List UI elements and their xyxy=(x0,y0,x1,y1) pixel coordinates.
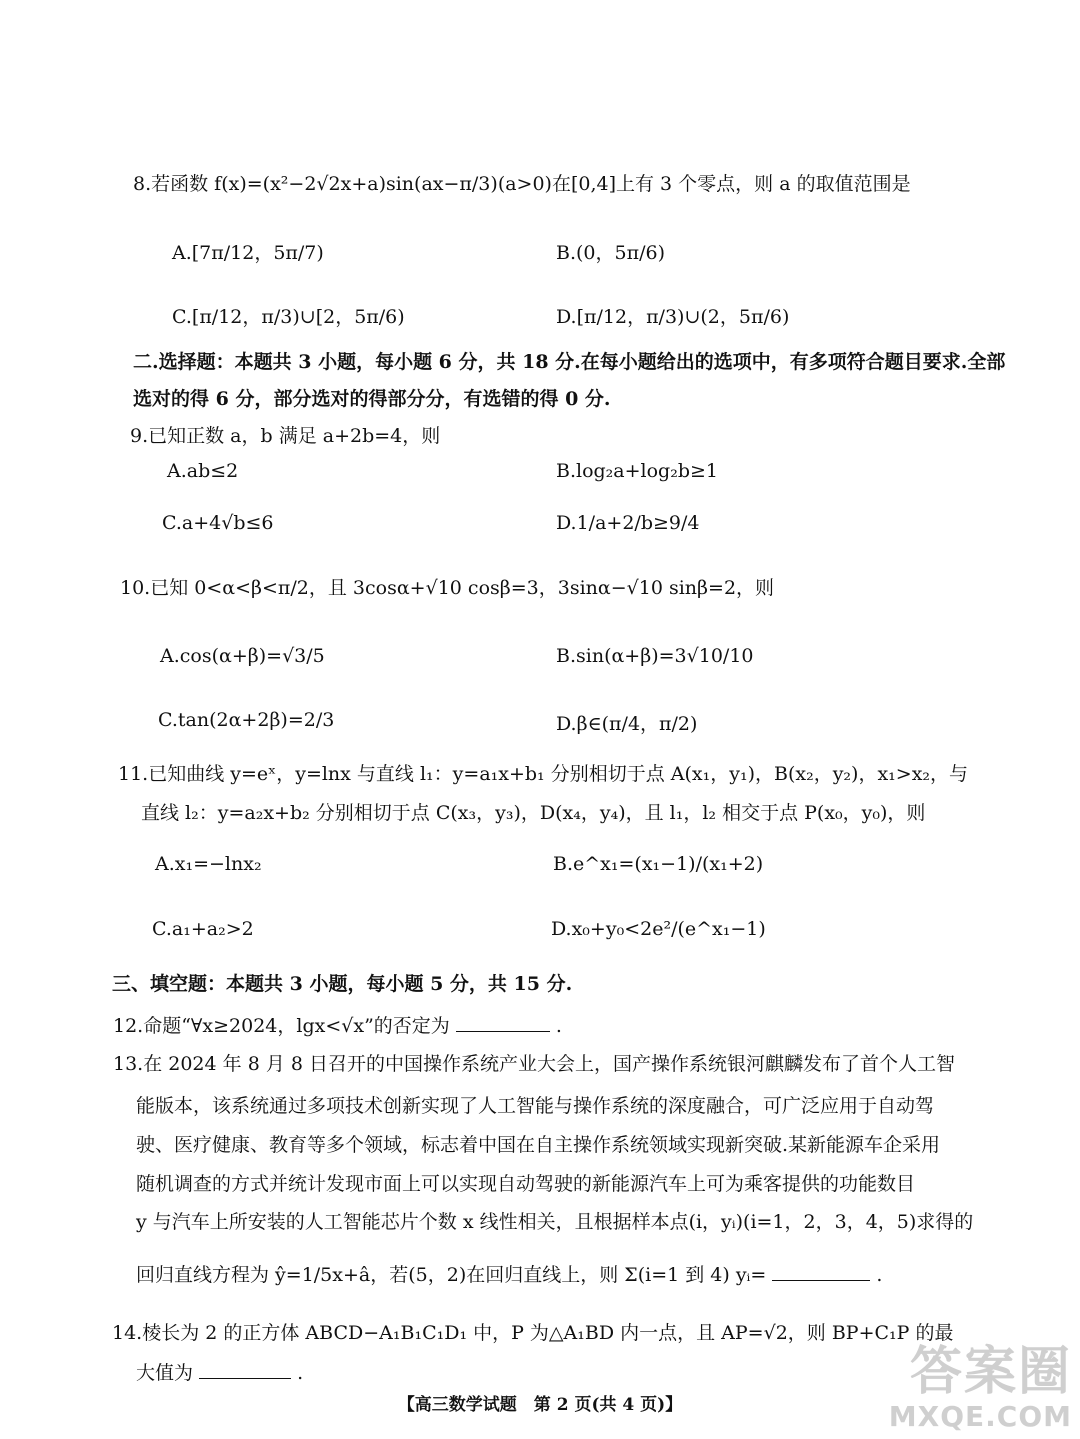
q9-option-c: C.a+4√b≤6 xyxy=(162,512,274,534)
q11-stem-line2: 直线 l₂：y=a₂x+b₂ 分别相切于点 C(x₃，y₃)，D(x₄，y₄)，且 l₁，l₂ 相交于点 P(x₀，y₀)，则 xyxy=(141,802,926,824)
q14-answer-blank[interactable] xyxy=(199,1360,291,1379)
q10-stem: 10.已知 0<α<β<π/2，且 3cosα+√10 cosβ=3，3sinα−√10 sinβ=2，则 xyxy=(120,577,775,599)
q11-option-b: B.e^x₁=(x₁−1)/(x₁+2) xyxy=(553,853,764,875)
q10-option-d: D.β∈(π/4，π/2) xyxy=(556,713,698,735)
q12-end: . xyxy=(555,1015,562,1037)
q13-line: 13.在 2024 年 8 月 8 日召开的中国操作系统产业大会上，国产操作系统银河麒麟发布了首个人工智 xyxy=(113,1053,955,1075)
q9-option-a: A.ab≤2 xyxy=(167,460,239,482)
q8-option-b: B.(0，5π/6) xyxy=(556,242,665,264)
section2-instructions-line2: 选对的得 6 分，部分选对的得部分分，有选错的得 0 分. xyxy=(133,388,611,410)
q14-line2: 大值为 xyxy=(136,1362,194,1384)
watermark-cn: 答案圈 xyxy=(909,1342,1072,1402)
q8-stem: 8.若函数 f(x)=(x²−2√2x+a)sin(ax−π/3)(a>0)在[0,4]上有 3 个零点，则 a 的取值范围是 xyxy=(133,173,911,195)
q11-stem-line1: 11.已知曲线 y=eˣ，y=lnx 与直线 l₁：y=a₁x+b₁ 分别相切于点 A(x₁，y₁)，B(x₂，y₂)，x₁>x₂，与 xyxy=(118,763,969,785)
q13-line: 驶、医疗健康、教育等多个领域，标志着中国在自主操作系统领域实现新突破.某新能源车企采用 xyxy=(136,1134,941,1156)
q13-end: . xyxy=(876,1264,883,1286)
q14-stem-line1: 14.棱长为 2 的正方体 ABCD−A₁B₁C₁D₁ 中，P 为△A₁BD 内一点，且 AP=√2，则 BP+C₁P 的最 xyxy=(112,1322,954,1344)
q13-line: y 与汽车上所安装的人工智能芯片个数 x 线性相关，且根据样本点(i，yᵢ)(i=1，2，3，4，5)求得的 xyxy=(136,1211,974,1233)
q10-option-b: B.sin(α+β)=3√10/10 xyxy=(556,645,754,667)
q8-option-a: A.[7π/12，5π/7) xyxy=(172,242,324,264)
q13-line: 随机调查的方式并统计发现市面上可以实现自动驾驶的新能源汽车上可为乘客提供的功能数目 xyxy=(136,1173,916,1195)
q12-question xyxy=(113,1013,562,1039)
watermark-logo xyxy=(888,1342,1072,1433)
q11-option-a: A.x₁=−lnx₂ xyxy=(155,853,262,875)
q9-option-b: B.log₂a+log₂b≥1 xyxy=(556,460,719,482)
q14-end: . xyxy=(297,1362,304,1384)
q12-answer-blank[interactable] xyxy=(456,1013,550,1032)
q13-line: 能版本，该系统通过多项技术创新实现了人工智能与操作系统的深度融合，可广泛应用于自动驾 xyxy=(136,1095,935,1117)
q11-option-d: D.x₀+y₀<2e²/(e^x₁−1) xyxy=(551,918,766,940)
q10-option-c: C.tan(2α+2β)=2/3 xyxy=(158,709,335,731)
q14-stem-line2 xyxy=(136,1360,303,1386)
q13-answer-blank[interactable] xyxy=(772,1262,870,1281)
watermark-en: MXQE.COM xyxy=(888,1400,1072,1433)
q11-option-c: C.a₁+a₂>2 xyxy=(152,918,254,940)
q13-last: 回归直线方程为 ŷ=1/5x+â，若(5，2)在回归直线上，则 Σ(i=1 到 4) yᵢ= xyxy=(136,1264,767,1286)
q9-option-d: D.1/a+2/b≥9/4 xyxy=(556,512,700,534)
q12-stem: 12.命题“∀x≥2024，lgx<√x”的否定为 xyxy=(113,1015,450,1037)
q9-stem: 9.已知正数 a，b 满足 a+2b=4，则 xyxy=(130,425,441,447)
section3-title: 三、填空题：本题共 3 小题，每小题 5 分，共 15 分. xyxy=(112,973,573,995)
q13-last-line xyxy=(136,1262,882,1288)
q10-option-a: A.cos(α+β)=√3/5 xyxy=(160,645,325,667)
page-footer: 【高三数学试题 第 2 页(共 4 页)】 xyxy=(397,1395,683,1415)
section2-instructions-line1: 二.选择题：本题共 3 小题，每小题 6 分，共 18 分.在每小题给出的选项中，有多项符合题目要求.全部 xyxy=(133,351,1006,373)
q8-option-c: C.[π/12，π/3)∪[2，5π/6) xyxy=(172,306,405,328)
q8-option-d: D.[π/12，π/3)∪(2，5π/6) xyxy=(556,306,790,328)
